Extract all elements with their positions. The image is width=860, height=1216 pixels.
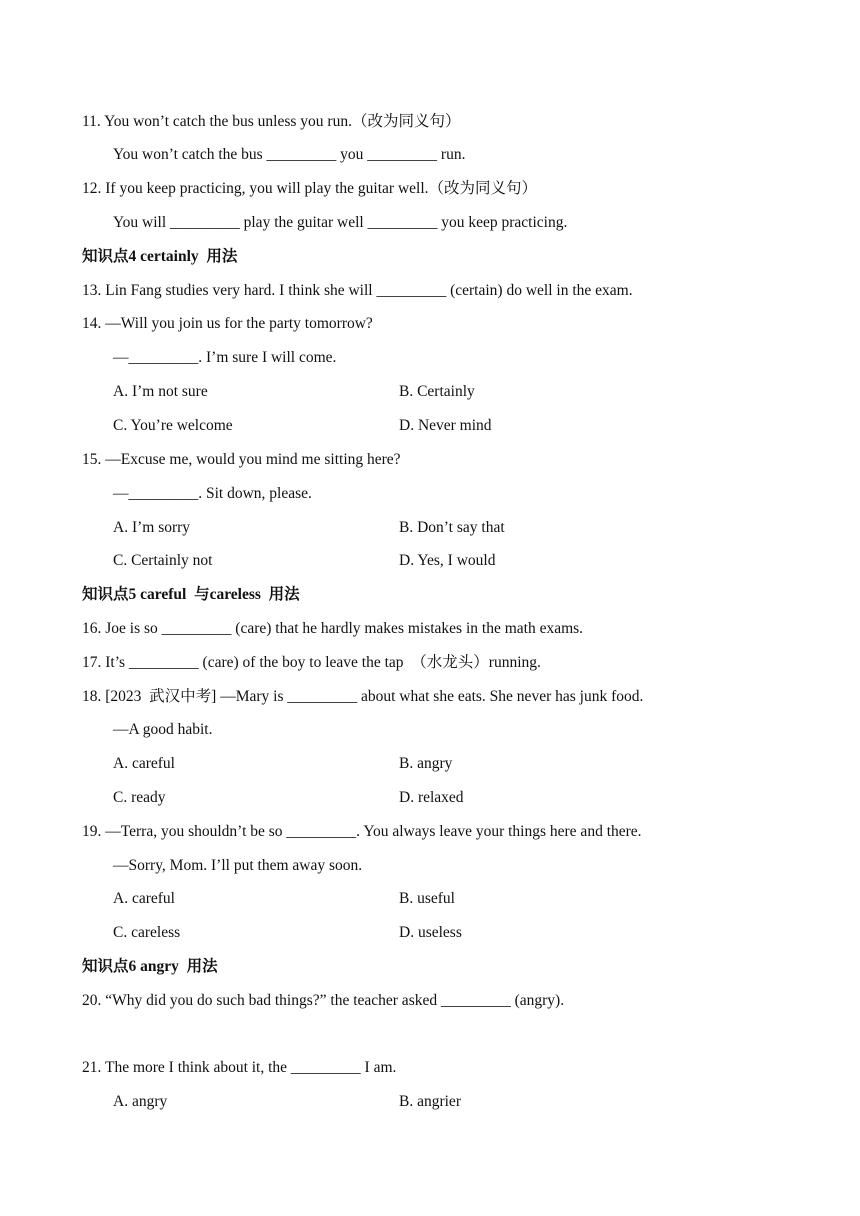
section-heading-5: 知识点5 careful 与careless 用法 bbox=[82, 586, 300, 603]
question-19-option-a: A. careful bbox=[113, 890, 175, 907]
question-14-option-a: A. I’m not sure bbox=[113, 383, 208, 400]
question-13-stem: 13. Lin Fang studies very hard. I think she will _________ (certain) do well in the exam. bbox=[82, 282, 633, 299]
question-21-option-b: B. angrier bbox=[399, 1093, 461, 1110]
question-12-answer-line: You will _________ play the guitar well _________ you keep practicing. bbox=[113, 214, 568, 231]
question-18-stem: 18. [2023 武汉中考] —Mary is _________ about what she eats. She never has junk food. bbox=[82, 688, 644, 705]
question-18-option-c: C. ready bbox=[113, 789, 166, 806]
question-19-reply: —Sorry, Mom. I’ll put them away soon. bbox=[113, 857, 363, 874]
question-21-option-a: A. angry bbox=[113, 1093, 168, 1110]
question-18-reply: —A good habit. bbox=[113, 721, 213, 738]
question-15-option-d: D. Yes, I would bbox=[399, 552, 496, 569]
question-11-answer-line: You won’t catch the bus _________ you _________ run. bbox=[113, 146, 466, 163]
question-16-stem: 16. Joe is so _________ (care) that he hardly makes mistakes in the math exams. bbox=[82, 620, 584, 637]
question-17-stem: 17. It’s _________ (care) of the boy to leave the tap （水龙头）running. bbox=[82, 654, 541, 671]
question-15-option-c: C. Certainly not bbox=[113, 552, 213, 569]
question-15-option-a: A. I’m sorry bbox=[113, 519, 191, 536]
question-14-option-d: D. Never mind bbox=[399, 417, 492, 434]
question-11-stem: 11. You won’t catch the bus unless you run.（改为同义句） bbox=[82, 113, 461, 130]
question-18-option-d: D. relaxed bbox=[399, 789, 464, 806]
question-20-stem: 20. “Why did you do such bad things?” the teacher asked _________ (angry). bbox=[82, 992, 565, 1009]
section-heading-6: 知识点6 angry 用法 bbox=[82, 958, 218, 975]
question-19-stem: 19. —Terra, you shouldn’t be so _________. You always leave your things here and there. bbox=[82, 823, 642, 840]
question-14-option-c: C. You’re welcome bbox=[113, 417, 233, 434]
question-14-stem: 14. —Will you join us for the party tomorrow? bbox=[82, 315, 373, 332]
question-15-reply: —_________. Sit down, please. bbox=[113, 485, 312, 502]
question-14-option-b: B. Certainly bbox=[399, 383, 475, 400]
question-18-option-a: A. careful bbox=[113, 755, 175, 772]
question-19-option-c: C. careless bbox=[113, 924, 181, 941]
question-21-stem: 21. The more I think about it, the _________ I am. bbox=[82, 1059, 397, 1076]
question-19-option-d: D. useless bbox=[399, 924, 462, 941]
question-14-reply: —_________. I’m sure I will come. bbox=[113, 349, 337, 366]
question-15-stem: 15. —Excuse me, would you mind me sitting here? bbox=[82, 451, 401, 468]
question-15-option-b: B. Don’t say that bbox=[399, 519, 505, 536]
section-heading-4: 知识点4 certainly 用法 bbox=[82, 248, 238, 265]
question-19-option-b: B. useful bbox=[399, 890, 455, 907]
question-12-stem: 12. If you keep practicing, you will play the guitar well.（改为同义句） bbox=[82, 180, 538, 197]
question-18-option-b: B. angry bbox=[399, 755, 453, 772]
